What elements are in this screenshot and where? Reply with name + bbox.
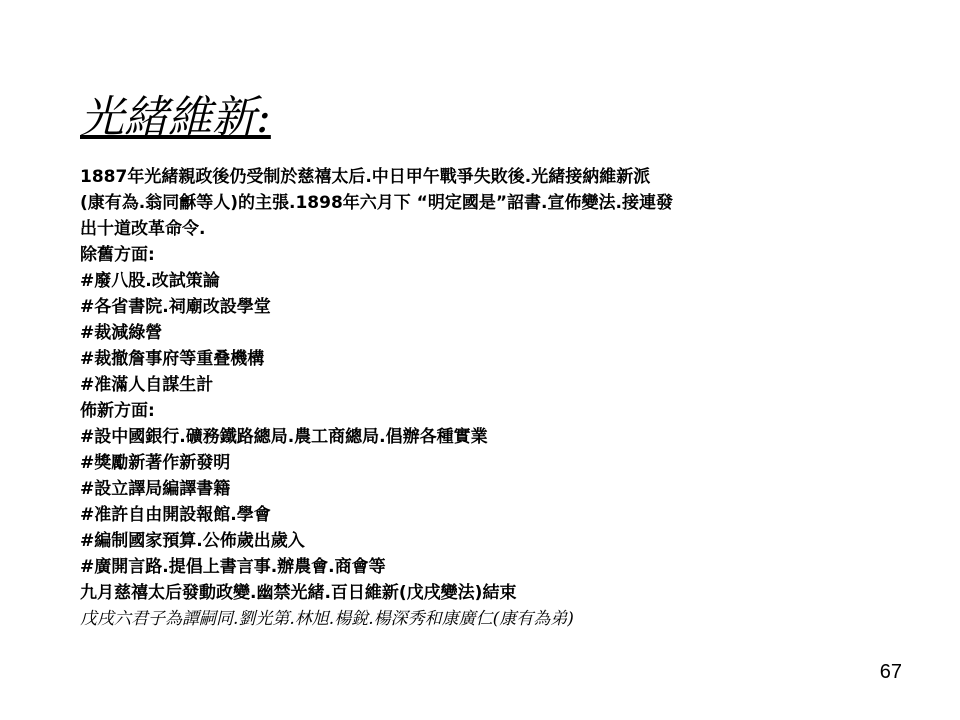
reform-item: #准滿人自謀生計 bbox=[80, 375, 214, 395]
body-line: 出十道改革命令. bbox=[80, 219, 206, 239]
reform-item: #裁撤詹事府等重叠機構 bbox=[80, 349, 265, 369]
body-line: 九月慈禧太后發動政變.幽禁光緒.百日維新(戊戌變法)結束 bbox=[80, 583, 517, 603]
slide-title: 光緒維新: bbox=[80, 92, 271, 143]
section-heading-new-measures: 佈新方面: bbox=[80, 401, 155, 421]
reform-item: #裁減綠營 bbox=[80, 323, 163, 343]
reform-item: #編制國家預算.公佈歲出歲入 bbox=[80, 531, 305, 551]
reform-item: #准許自由開設報館.學會 bbox=[80, 505, 271, 525]
slide-body bbox=[80, 164, 920, 632]
reform-item: #各省書院.祠廟改設學堂 bbox=[80, 297, 271, 317]
body-line: (康有為.翁同龢等人)的主張.1898年六月下 “明定國是”詔書.宣佈變法.接連發 bbox=[80, 193, 673, 213]
section-heading-remove-old: 除舊方面: bbox=[80, 245, 155, 265]
reform-item: #廢八股.改試策論 bbox=[80, 271, 220, 291]
body-line: 1887年光緒親政後仍受制於慈禧太后.中日甲午戰爭失敗後.光緒接納維新派 bbox=[80, 167, 651, 187]
reform-item: #獎勵新著作新發明 bbox=[80, 453, 231, 473]
reform-item: #廣開言路.提倡上書言事.辦農會.商會等 bbox=[80, 557, 386, 577]
six-gentlemen-note: 戊戌六君子為譚嗣同.劉光第.林旭.楊銳.楊深秀和康廣仁(康有為弟) bbox=[80, 609, 574, 629]
reform-item: #設立譯局編譯書籍 bbox=[80, 479, 231, 499]
reform-item: #設中國銀行.礦務鐵路總局.農工商總局.倡辦各種實業 bbox=[80, 427, 488, 447]
page-number: 67 bbox=[879, 661, 902, 683]
